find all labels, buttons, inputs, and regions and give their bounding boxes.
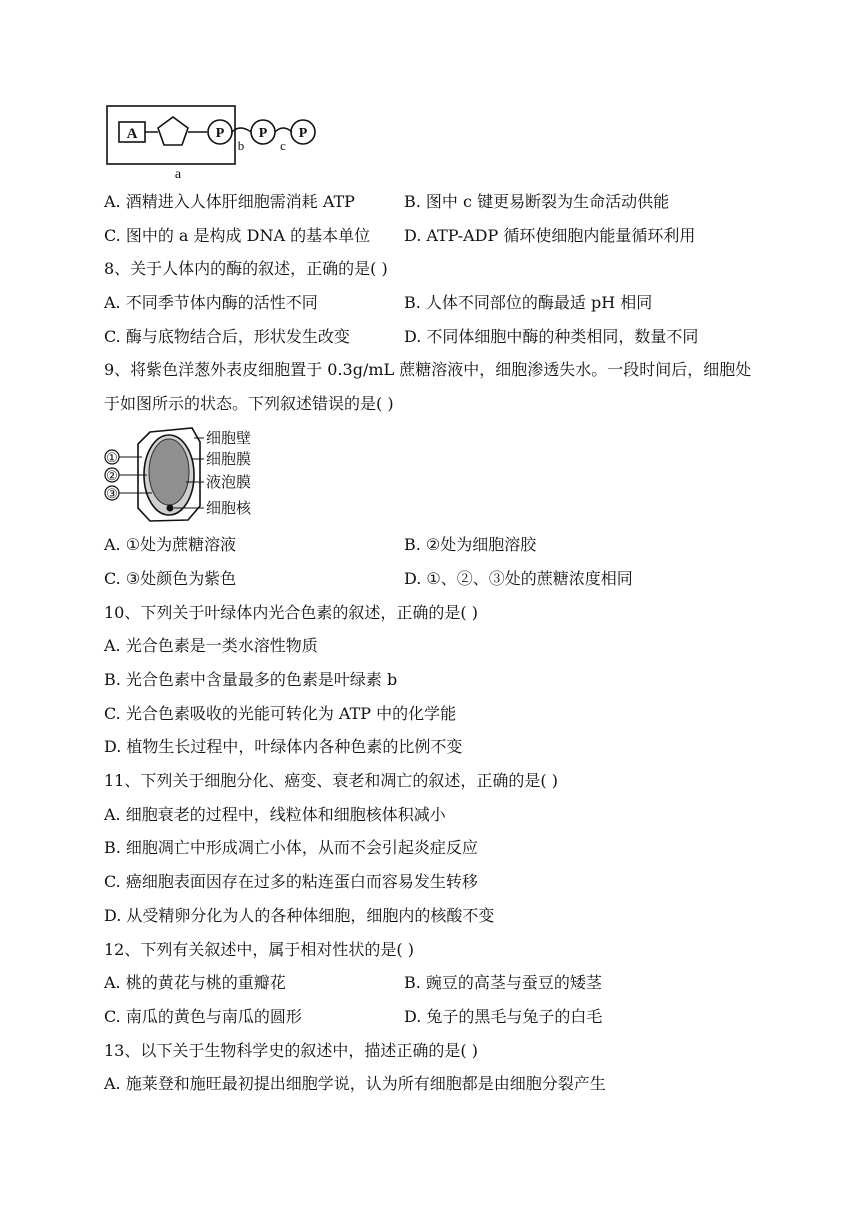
q12-option-b: B. 豌豆的高茎与蚕豆的矮茎 xyxy=(404,973,602,992)
q8-option-d: D. 不同体细胞中酶的种类相同，数量不同 xyxy=(404,327,699,346)
q10-stem: 10、下列关于叶绿体内光合色素的叙述，正确的是( ) xyxy=(104,603,478,622)
phosphate-label-2: P xyxy=(258,126,268,141)
q11-option-a: A. 细胞衰老的过程中，线粒体和细胞核体积减小 xyxy=(104,805,446,824)
q11-stem: 11、下列关于细胞分化、癌变、衰老和凋亡的叙述，正确的是( ) xyxy=(104,771,558,790)
plasmolysis-cell-figure xyxy=(100,424,260,524)
q7-option-a: A. 酒精进入人体肝细胞需消耗 ATP xyxy=(104,192,355,211)
atp-structure-figure xyxy=(100,100,340,182)
q9-stem-line1: 9、将紫色洋葱外表皮细胞置于 0.3g/mL 蔗糖溶液中，细胞渗透失水。一段时间后，细胞处 xyxy=(104,360,752,379)
q7-option-d: D. ATP-ADP 循环使细胞内能量循环利用 xyxy=(404,226,696,245)
q10-option-d: D. 植物生长过程中，叶绿体内各种色素的比例不变 xyxy=(104,737,463,756)
q9-option-c: C. ③处颜色为紫色 xyxy=(104,569,237,588)
label-vacuole-membrane: 液泡膜 xyxy=(206,475,252,491)
q7-option-b: B. 图中 c 键更易断裂为生命活动供能 xyxy=(404,192,670,211)
marker-1: ① xyxy=(106,450,118,465)
q11-option-c: C. 癌细胞表面因存在过多的粘连蛋白而容易发生转移 xyxy=(104,872,478,891)
phosphate-label-3: P xyxy=(298,126,308,141)
q12-option-c: C. 南瓜的黄色与南瓜的圆形 xyxy=(104,1007,302,1026)
q11-option-d: D. 从受精卵分化为人的各种体细胞，细胞内的核酸不变 xyxy=(104,906,495,925)
q9-option-b: B. ②处为细胞溶胶 xyxy=(404,535,537,554)
q9-option-a: A. ①处为蔗糖溶液 xyxy=(104,535,237,554)
q12-option-a: A. 桃的黄花与桃的重瓣花 xyxy=(104,973,286,992)
q10-option-c: C. 光合色素吸收的光能可转化为 ATP 中的化学能 xyxy=(104,704,457,723)
adenine-label: A xyxy=(126,126,138,142)
q8-stem: 8、关于人体内的酶的叙述，正确的是( ) xyxy=(104,259,388,278)
q13-option-a: A. 施莱登和施旺最初提出细胞学说，认为所有细胞都是由细胞分裂产生 xyxy=(104,1074,606,1093)
q10-option-a: A. 光合色素是一类水溶性物质 xyxy=(104,636,318,655)
q7-option-c: C. 图中的 a 是构成 DNA 的基本单位 xyxy=(104,226,371,245)
phosphate-label-1: P xyxy=(215,126,225,141)
label-cell-wall: 细胞壁 xyxy=(206,431,252,447)
q12-stem: 12、下列有关叙述中，属于相对性状的是( ) xyxy=(104,940,414,959)
ribose-pentagon xyxy=(158,117,188,145)
q10-option-b: B. 光合色素中含量最多的色素是叶绿素 b xyxy=(104,670,398,689)
q11-option-b: B. 细胞凋亡中形成凋亡小体，从而不会引起炎症反应 xyxy=(104,838,478,857)
vacuole xyxy=(149,439,189,505)
bond-c xyxy=(275,128,292,132)
bond-b-label: b xyxy=(237,138,245,153)
q8-option-b: B. 人体不同部位的酶最适 pH 相同 xyxy=(404,293,653,312)
atp-box-label: a xyxy=(174,167,182,182)
q8-option-a: A. 不同季节体内酶的活性不同 xyxy=(104,293,318,312)
bond-c-label: c xyxy=(280,138,286,153)
marker-2: ② xyxy=(106,468,118,483)
cell-nucleus xyxy=(167,505,174,512)
q8-option-c: C. 酶与底物结合后，形状发生改变 xyxy=(104,327,350,346)
label-nucleus: 细胞核 xyxy=(206,501,252,517)
label-cell-membrane: 细胞膜 xyxy=(206,452,252,468)
q9-option-d: D. ①、②、③处的蔗糖浓度相同 xyxy=(404,569,633,588)
q13-stem: 13、以下关于生物科学史的叙述中，描述正确的是( ) xyxy=(104,1041,478,1060)
marker-3: ③ xyxy=(106,486,118,501)
q12-option-d: D. 兔子的黑毛与兔子的白毛 xyxy=(404,1007,603,1026)
q9-stem-line2: 于如图所示的状态。下列叙述错误的是( ) xyxy=(104,394,394,413)
